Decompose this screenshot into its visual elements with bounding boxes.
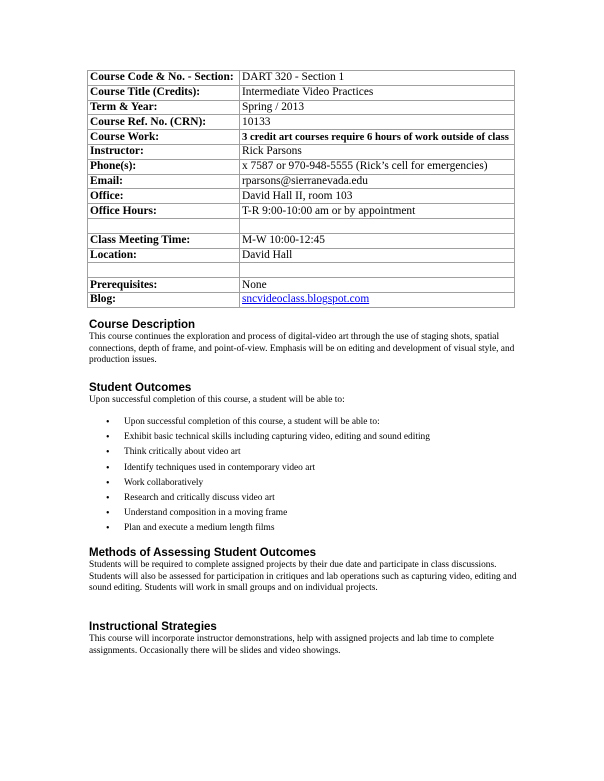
- table-row: [88, 159, 515, 174]
- bullet-icon: •: [106, 447, 110, 459]
- table-row: [88, 233, 515, 248]
- row-label: Blog:: [88, 292, 240, 307]
- table-row: [88, 278, 515, 293]
- row-value: 10133: [240, 115, 515, 130]
- row-label: [88, 218, 240, 233]
- student-outcomes-section: [89, 381, 519, 407]
- row-value: David Hall II, room 103: [240, 189, 515, 204]
- table-row: [88, 248, 515, 263]
- bullet-icon: •: [106, 493, 110, 505]
- list-item: • Think critically about video art: [106, 445, 430, 460]
- bullet-icon: •: [106, 417, 110, 428]
- row-label: Course Code & No. - Section:: [88, 71, 240, 86]
- list-item: • Research and critically discuss video art: [106, 491, 430, 506]
- section-body: This course continues the exploration and process of digital-video art through the use of staging shots, spatial connections, depth of frame, and point-of-view. Emphasis will be on editing and development of visual style, and production issues.: [89, 332, 515, 366]
- bullet-icon: •: [106, 508, 110, 520]
- row-value: David Hall: [240, 248, 515, 263]
- list-item: • Work collaboratively: [106, 476, 430, 491]
- table-row: [88, 100, 515, 115]
- list-item: • Upon successful completion of this course, a student will be able to:: [106, 415, 430, 430]
- list-item: • Exhibit basic technical skills including capturing video, editing and sound editing: [106, 430, 430, 445]
- row-label: Course Title (Credits):: [88, 85, 240, 100]
- row-value: DART 320 - Section 1: [240, 71, 515, 86]
- blog-link[interactable]: sncvideoclass.blogspot.com: [240, 292, 515, 307]
- row-value: M-W 10:00-12:45: [240, 233, 515, 248]
- row-label: Course Ref. No. (CRN):: [88, 115, 240, 130]
- section-body: Students will be required to complete assigned projects by their due date and participate in class discussions. Students will also be assessed for participation in critiques and lab operations such as capturing video, editing and sound editing. Students will work in small groups and on individual projects.: [89, 560, 517, 594]
- list-item: • Identify techniques used in contemporary video art: [106, 461, 430, 476]
- row-label: Term & Year:: [88, 100, 240, 115]
- bullet-icon: •: [106, 432, 110, 444]
- table-row: [88, 204, 515, 219]
- table-row: [88, 174, 515, 189]
- row-value: None: [240, 278, 515, 293]
- row-value: Spring / 2013: [240, 100, 515, 115]
- table-row: [88, 144, 515, 159]
- row-value: [240, 218, 515, 233]
- row-label: Course Work:: [88, 130, 240, 145]
- row-label: [88, 263, 240, 278]
- section-body: This course will incorporate instructor demonstrations, help with assigned projects and lab time to complete assignments. Occasionally there will be slides and video showings.: [89, 634, 494, 656]
- table-row: [88, 292, 515, 307]
- course-description-section: [89, 318, 519, 367]
- table-row: [88, 130, 515, 145]
- table-row: [88, 189, 515, 204]
- row-value: T-R 9:00-10:00 am or by appointment: [240, 204, 515, 219]
- list-item: • Understand composition in a moving frame: [106, 506, 430, 521]
- table-row-empty: [88, 218, 515, 233]
- methods-section: [89, 546, 519, 595]
- table-row: [88, 85, 515, 100]
- row-label: Email:: [88, 174, 240, 189]
- row-label: Location:: [88, 248, 240, 263]
- bullet-icon: •: [106, 523, 110, 535]
- row-label: Prerequisites:: [88, 278, 240, 293]
- table-row: [88, 71, 515, 86]
- row-value: Intermediate Video Practices: [240, 85, 515, 100]
- row-label: Phone(s):: [88, 159, 240, 174]
- course-info-table: [87, 70, 515, 308]
- table-row-empty: [88, 263, 515, 278]
- section-heading: Student Outcomes: [89, 382, 192, 394]
- row-value: [240, 263, 515, 278]
- row-value: Rick Parsons: [240, 144, 515, 159]
- list-item: • Plan and execute a medium length films: [106, 521, 430, 536]
- section-heading: Methods of Assessing Student Outcomes: [89, 547, 317, 559]
- row-label: Class Meeting Time:: [88, 233, 240, 248]
- row-value: rparsons@sierranevada.edu: [240, 174, 515, 189]
- instructional-section: [89, 620, 519, 657]
- section-intro: Upon successful completion of this course, a student will be able to:: [89, 395, 345, 405]
- row-value: x 7587 or 970-948-5555 (Rick’s cell for emergencies): [240, 159, 515, 174]
- bullet-icon: •: [106, 462, 110, 474]
- row-label: Office Hours:: [88, 204, 240, 219]
- row-value: 3 credit art courses require 6 hours of work outside of class: [240, 130, 515, 145]
- bullet-icon: •: [106, 477, 110, 489]
- row-label: Office:: [88, 189, 240, 204]
- outcomes-list: [106, 415, 430, 537]
- row-label: Instructor:: [88, 144, 240, 159]
- table-row: [88, 115, 515, 130]
- section-heading: Instructional Strategies: [89, 621, 217, 633]
- section-heading: Course Description: [89, 319, 196, 331]
